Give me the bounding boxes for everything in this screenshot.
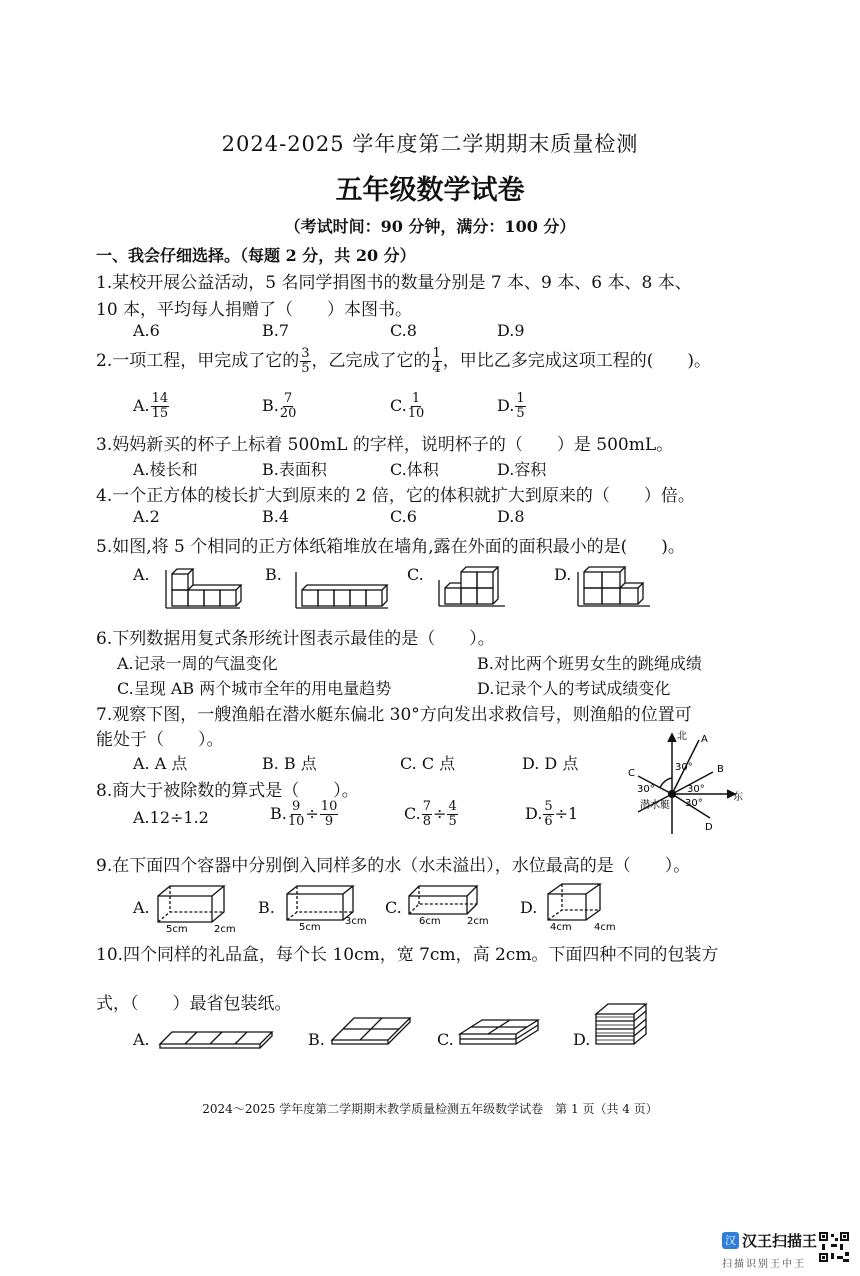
- q1-option-c: C.8: [390, 321, 417, 340]
- q9-stem: 9.在下面四个容器中分别倒入同样多的水（水未溢出），水位最高的是（ ）。: [96, 856, 691, 876]
- q5-stem: 5.如图,将 5 个相同的正方体纸箱堆放在墙角,露在外面的面积最小的是( )。: [96, 537, 685, 557]
- q7-line2: 能处于（ ）。: [96, 730, 224, 750]
- q5-figure-d: [578, 558, 688, 618]
- scanner-brand: 汉王扫描王: [742, 1232, 818, 1250]
- q6-stem: 6.下列数据用复式条形统计图表示最佳的是（ ）。: [96, 629, 495, 649]
- q3-option-c: C.体积: [390, 460, 439, 479]
- svg-text:2cm: 2cm: [214, 924, 236, 935]
- q5-option-d: D.: [554, 565, 572, 584]
- q3-option-a: A.棱长和: [133, 460, 198, 479]
- q6-option-c: C.呈现 AB 两个城市全年的用电量趋势: [117, 679, 392, 698]
- q5-option-c: C.: [407, 565, 424, 584]
- q4-option-c: C.6: [390, 507, 417, 526]
- q8-option-d: D. $\frac{5}{6}$ ÷1: [525, 799, 579, 829]
- q10-line2: 式，（ ）最省包装纸。: [96, 994, 292, 1014]
- q2-fraction-2: $\frac{1}{4}$: [432, 346, 441, 376]
- exam-info: （考试时间：90 分钟，满分：100 分）: [284, 217, 576, 236]
- qr-code-icon: [819, 1232, 849, 1262]
- q4-option-d: D.8: [497, 507, 525, 526]
- q2-option-c: C. $\frac{1}{10}$: [390, 391, 425, 421]
- q7-option-a: A. A 点: [133, 754, 188, 773]
- q5-option-a: A.: [133, 565, 150, 584]
- q3-option-d: D.容积: [497, 460, 547, 479]
- svg-text:6cm: 6cm: [419, 916, 441, 927]
- q3-option-b: B.表面积: [262, 460, 327, 479]
- q4-option-a: A.2: [133, 507, 160, 526]
- q5-figure-b: [288, 560, 398, 615]
- q10-figure-c: [458, 1010, 548, 1052]
- q5-figure-c: [435, 560, 545, 615]
- q10-figure-d: [592, 998, 652, 1054]
- q4-option-b: B.4: [262, 507, 290, 526]
- q9-container-c: [403, 880, 503, 930]
- q10-figure-b: [330, 1010, 420, 1050]
- section-title: 一、我会仔细选择。（每题 2 分，共 20 分）: [96, 246, 416, 265]
- q3-stem: 3.妈妈新买的杯子上标着 500mL 的字样，说明杯子的（ ）是 500mL。: [96, 435, 674, 455]
- point-a-label: A: [701, 734, 708, 745]
- q10-option-d: D.: [573, 1030, 591, 1049]
- compass-angle-b: 30°: [687, 784, 705, 795]
- compass-angle-d: 30°: [685, 798, 703, 809]
- exam-title: 五年级数学试卷: [335, 175, 525, 206]
- q2-text-1: 2.一项工程，甲完成了它的: [96, 351, 300, 371]
- q10-option-b: B.: [308, 1030, 325, 1049]
- q9-container-b: [283, 880, 383, 932]
- q5-figure-a: [158, 560, 268, 615]
- q9-option-d: D.: [520, 898, 538, 917]
- compass-angle-c: 30°: [637, 784, 655, 795]
- q2-stem: [96, 346, 711, 376]
- q7-compass-figure: [615, 730, 750, 840]
- compass-north-label: 北: [677, 731, 687, 742]
- svg-text:3cm: 3cm: [345, 916, 367, 927]
- q2-option-d: D. $\frac{1}{5}$: [497, 391, 525, 421]
- q8-option-b: B. $\frac{9}{10}$ ÷ $\frac{10}{9}$: [270, 799, 338, 829]
- point-d-label: D: [705, 822, 713, 833]
- q5-option-b: B.: [265, 565, 282, 584]
- svg-text:4cm: 4cm: [594, 922, 616, 933]
- q8-option-a: A.12÷1.2: [133, 808, 209, 827]
- q9-container-d: [544, 880, 644, 932]
- q10-figure-a: [158, 1018, 278, 1052]
- compass-angle-a: 30°: [675, 762, 693, 773]
- q1-option-b: B.7: [262, 321, 290, 340]
- point-b-label: B: [717, 764, 724, 775]
- q9-option-a: A.: [133, 898, 150, 917]
- q1-line1: 1.某校开展公益活动，5 名同学捐图书的数量分别是 7 本、9 本、6 本、8 本、: [96, 273, 692, 293]
- q7-line1: 7.观察下图，一艘渔船在潜水艇东偏北 30°方向发出求救信号，则渔船的位置可: [96, 705, 692, 725]
- q1-line2: 10 本，平均每人捐赠了（ ）本图书。: [96, 300, 413, 320]
- q9-option-c: C.: [385, 898, 402, 917]
- q2-text-2: ，乙完成了它的: [311, 351, 431, 371]
- svg-text:5cm: 5cm: [299, 922, 321, 933]
- q9-container-a: [152, 882, 252, 935]
- svg-text:4cm: 4cm: [550, 922, 572, 933]
- q7-option-b: B. B 点: [262, 754, 317, 773]
- q2-text-3: ，甲比乙多完成这项工程的( )。: [442, 351, 712, 371]
- q9-option-b: B.: [258, 898, 275, 917]
- scanner-logo: 汉: [722, 1232, 739, 1249]
- q8-stem: 8.商大于被除数的算式是（ ）。: [96, 781, 359, 801]
- page-footer: 2024～2025 学年度第二学期期末教学质量检测五年级数学试卷 第 1 页（共 4 页）: [202, 1102, 658, 1116]
- q6-option-d: D.记录个人的考试成绩变化: [477, 679, 671, 698]
- q10-option-c: C.: [437, 1030, 454, 1049]
- q1-option-a: A.6: [133, 321, 160, 340]
- svg-text:2cm: 2cm: [467, 916, 489, 927]
- q2-option-a: A. $\frac{14}{15}$: [133, 391, 169, 421]
- compass-sub-label: 潜水艇: [640, 800, 670, 811]
- q7-option-c: C. C 点: [400, 754, 456, 773]
- q6-option-a: A.记录一周的气温变化: [117, 654, 278, 673]
- q10-line1: 10.四个同样的礼品盒，每个长 10cm，宽 7cm，高 2cm。下面四种不同的包装方: [96, 945, 719, 965]
- q4-stem: 4.一个正方体的棱长扩大到原来的 2 倍，它的体积就扩大到原来的（ ）倍。: [96, 486, 695, 506]
- scanner-slogan: 扫描识别王中王: [722, 1259, 806, 1270]
- point-c-label: C: [628, 768, 635, 779]
- q8-option-c: C. $\frac{7}{8}$ ÷ $\frac{4}{5}$: [404, 799, 457, 829]
- exam-header: 2024-2025 学年度第二学期期末质量检测: [221, 132, 639, 156]
- q2-option-b: B. $\frac{7}{20}$: [262, 391, 297, 421]
- q7-option-d: D. D 点: [522, 754, 579, 773]
- q10-option-a: A.: [133, 1030, 150, 1049]
- q1-option-d: D.9: [497, 321, 525, 340]
- q2-fraction-1: $\frac{3}{5}$: [301, 346, 310, 376]
- q6-option-b: B.对比两个班男女生的跳绳成绩: [477, 654, 702, 673]
- compass-east-label: 东: [733, 792, 743, 803]
- svg-text:5cm: 5cm: [166, 924, 188, 935]
